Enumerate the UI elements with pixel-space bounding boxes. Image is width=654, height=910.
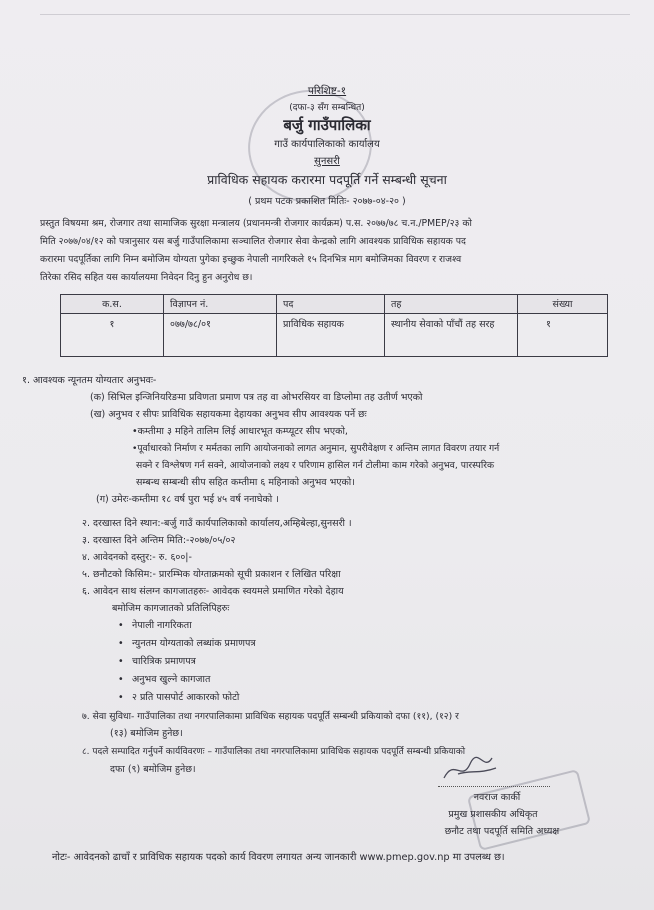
list-item: • अनुभव खुल्ने कागजात bbox=[118, 674, 211, 685]
cell-sn: १ bbox=[61, 314, 164, 357]
signatory-committee: छनौट तथा पदपूर्ति समिति अध्यक्ष bbox=[444, 826, 560, 837]
qualification-b-item2-end: सम्बन्ध सम्बन्धी सीप सहित कम्तीमा ६ महिनाको अनुभव भएको। bbox=[136, 477, 355, 488]
intro-paragraph bbox=[40, 215, 618, 287]
item-deadline: ३. दरखास्त दिने अन्तिम मिति:-२०७७/०५/०२ bbox=[82, 535, 236, 546]
item-job-description-cont: दफा (९) बमोजिम हुनेछ। bbox=[110, 764, 196, 775]
qualification-c: (ग) उमेरः-कम्तीमा १८ वर्ष पुरा भई ४५ वर्ष ननाघेको । bbox=[96, 494, 279, 505]
col-header-sn: क.स. bbox=[61, 295, 164, 314]
signature-line bbox=[438, 786, 550, 788]
list-item: • न्युनतम योग्यताको लब्धांक प्रमाणपत्र bbox=[118, 638, 256, 649]
qualification-b-item1: •कम्तीमा ३ महिने तालिम लिई आधारभूत कम्प्यूटर सीप भएको, bbox=[132, 426, 348, 437]
qualification-heading: १. आवश्यक न्यूनतम योग्यतार अनुभवः- bbox=[22, 375, 157, 386]
col-header-count: संख्या bbox=[518, 295, 608, 314]
table-row bbox=[61, 314, 608, 357]
vacancy-table bbox=[60, 294, 608, 357]
item-benefits-cont: (१३) बमोजिम हुनेछ। bbox=[110, 728, 183, 739]
signature-icon bbox=[440, 752, 500, 786]
cell-count: १ bbox=[518, 314, 608, 357]
intro-line: मिति २०७७/०४/१२ को पत्रानुसार यस बर्जु गाउँपालिकामा सञ्चालित रोजगार सेवा केन्द्रको लागि आवश्यक प्राविधिक सहायक पद bbox=[40, 236, 466, 247]
cell-level: स्थानीय सेवाको पाँचौं तह सरह bbox=[385, 314, 518, 357]
intro-line: करारमा पदपूर्तिका लागि निम्न बमोजिम योग्यता पुगेका इच्छुक नेपाली नागरिकले १५ दिनभित्र माग बमोजिमका विवरण र राजश्व bbox=[40, 254, 462, 265]
col-header-post: पद bbox=[277, 295, 385, 314]
intro-line: तिरेका रसिद सहित यस कार्यालयमा निवेदन दिनु हुन अनुरोध छ। bbox=[40, 272, 253, 283]
item-documents: ६. आवेदन साथ संलग्न कागजातहरुः- आवेदक स्वयमले प्रमाणित गरेको देहाय bbox=[82, 586, 344, 597]
col-header-level: तह bbox=[385, 295, 518, 314]
qualification-a: (क) सिभिल इन्जिनियरिङमा प्रविणता प्रमाण पत्र तह वा ओभरसियर वा डिप्लोमा तह उतीर्ण भएको bbox=[90, 392, 423, 403]
item-selection: ५. छनौटको किसिम:- प्रारम्भिक योग्ताक्रमको सूची प्रकाशन र लिखित परिक्षा bbox=[82, 569, 341, 580]
signatory-name: नवराज कार्की bbox=[473, 792, 521, 803]
footer-note: नोटः- आवेदनको ढाचाँ र प्राविधिक सहायक पदको कार्य विवरण लगायत अन्य जानकारी www.pmep.gov.np मा उपलब्ध छ। bbox=[52, 852, 505, 863]
item-documents-cont: बमोजिम कागजातको प्रतिलिपिहरुः bbox=[112, 603, 230, 614]
bullet-icon: • bbox=[118, 656, 124, 667]
top-rule bbox=[40, 14, 630, 15]
table-header-row bbox=[61, 295, 608, 314]
bullet-icon: • bbox=[118, 638, 124, 649]
bullet-icon: • bbox=[118, 692, 124, 703]
annex-subtitle: (दफा-३ सँग सम्बन्धित) bbox=[289, 103, 365, 113]
bullet-icon: • bbox=[118, 620, 124, 631]
list-item: • नेपाली नागरिकता bbox=[118, 620, 192, 631]
item-fee: ४. आवेदनको दस्तुर:- रु. ६००|- bbox=[82, 552, 192, 563]
item-application-place: २. दरखास्त दिने स्थान:-बर्जु गाउँ कार्यपालिकाको कार्यालय,अम्हिबेल्हा,सुनसरी । bbox=[82, 518, 352, 529]
bullet-icon: • bbox=[118, 674, 124, 685]
list-item: • चारित्रिक प्रमाणपत्र bbox=[118, 656, 196, 667]
qualification-b-item2-cont: सक्ने र विश्लेषण गर्न सक्ने, आयोजनाको लक्ष्य र परिणाम हासिल गर्न टोलीमा काम गरेको अनुभव, पारस्परिक bbox=[136, 460, 495, 471]
cell-post: प्राविधिक सहायक bbox=[277, 314, 385, 357]
signatory-designation: प्रमुख प्रशासकीय अधिकृत bbox=[448, 809, 538, 820]
qualification-b: (ख) अनुभव र सीपः प्राविधिक सहायकमा देहायका अनुभव सीप आवश्यक पर्ने छः bbox=[90, 409, 367, 420]
item-job-description: ८. पदले सम्पादित गर्नुपर्ने कार्यविवरणः – गाउँपालिका तथा नगरपालिकामा प्राविधिक सहायक पदपूर्ति सम्बन्धी प्रकियाको bbox=[82, 747, 466, 757]
office-name: गाउँ कार्यपालिकाको कार्यालय bbox=[274, 139, 380, 150]
item-benefits: ७. सेवा सुविधा- गाउँपालिका तथा नगरपालिकामा प्राविधिक सहायक पदपूर्ति सम्बन्धी प्रकियाको दफा (११), (१२) र bbox=[82, 711, 459, 722]
col-header-ad-no: विज्ञापन नं. bbox=[164, 295, 277, 314]
annex-label: परिशिष्ट-१ bbox=[307, 85, 347, 97]
published-date: ( प्रथम पटक प्रकाशित मितिः- २०७७-०४-२० ) bbox=[248, 196, 406, 207]
intro-line: प्रस्तुत विषयमा श्रम, रोजगार तथा सामाजिक सुरक्षा मन्त्रालय (प्रधानमन्त्री रोजगार कार्यक्रम) प.स. २०७७/७८ च.न./PMEP/२३ को bbox=[40, 218, 472, 229]
qualification-b-item2: •पूर्वाधारको निर्माण र मर्मतका लागि आयोजनाको लागत अनुमान, सुपरीवेक्षण र अन्तिम लागत विवरण तयार गर्न bbox=[132, 443, 500, 454]
list-item: • २ प्रति पासपोर्ट आकारको फोटो bbox=[118, 692, 240, 703]
cell-ad-no: ०७७/७८/०१ bbox=[164, 314, 277, 357]
organization-name: बर्जु गाउँपालिका bbox=[283, 116, 371, 134]
office-place: सुनसरी bbox=[314, 156, 340, 167]
notice-title: प्राविधिक सहायक करारमा पदपूर्ति गर्ने सम्बन्धी सूचना bbox=[207, 172, 447, 187]
